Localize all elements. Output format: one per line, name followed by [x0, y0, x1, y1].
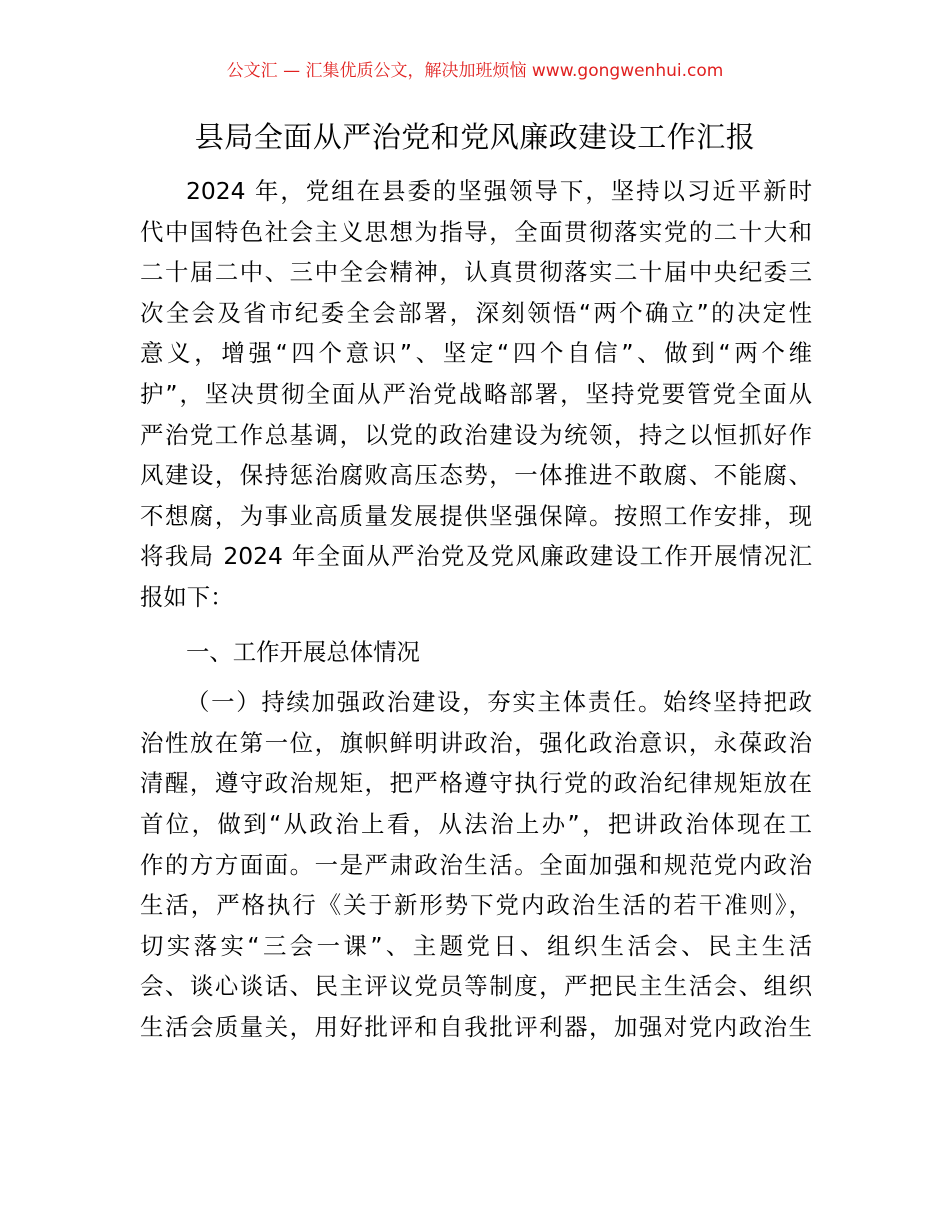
intro-line: 意义，增强“四个意识”、坚定“四个自信”、做到“两个维 [140, 339, 812, 368]
subsection-line: （一）持续加强政治建设，夯实主体责任。始终坚持把政 [186, 688, 812, 717]
section-heading: 一、工作开展总体情况 [186, 637, 420, 666]
intro-line: 二十届二中、三中全会精神，认真贯彻落实二十届中央纪委三 [140, 258, 812, 287]
subsection-line: 切实落实“三会一课”、主题党日、组织生活会、民主生活 [140, 931, 812, 960]
document-body [140, 171, 812, 1047]
subsection-line: 会、谈心谈话、民主评议党员等制度，严把民主生活会、组织 [140, 972, 812, 1001]
intro-line: 风建设，保持惩治腐败高压态势，一体推进不敢腐、不能腐、 [140, 461, 812, 490]
intro-line: 代中国特色社会主义思想为指导，全面贯彻落实党的二十大和 [140, 217, 812, 246]
header-banner: 公文汇 — 汇集优质公文，解决加班烦恼 www.gongwenhui.com [226, 61, 724, 81]
intro-line: 报如下： [140, 582, 234, 611]
intro-line: 严治党工作总基调，以党的政治建设为统领，持之以恒抓好作 [140, 420, 812, 449]
intro-line: 不想腐，为事业高质量发展提供坚强保障。按照工作安排，现 [140, 501, 812, 530]
intro-line: 将我局 2024 年全面从严治党及党风廉政建设工作开展情况汇 [140, 542, 812, 571]
document-title: 县局全面从严治党和党风廉政建设工作汇报 [194, 120, 756, 154]
intro-line: 次全会及省市纪委全会部署，深刻领悟“两个确立”的决定性 [140, 298, 812, 327]
subsection-line: 生活会质量关，用好批评和自我批评利器，加强对党内政治生 [140, 1012, 812, 1041]
intro-line: 2024 年，党组在县委的坚强领导下，坚持以习近平新时 [186, 177, 812, 205]
subsection-line: 生活，严格执行《关于新形势下党内政治生活的若干准则》， [140, 891, 812, 920]
intro-line: 护”，坚决贯彻全面从严治党战略部署，坚持党要管党全面从 [140, 379, 812, 408]
subsection-line: 首位，做到“从政治上看，从法治上办”，把讲政治体现在工 [140, 809, 812, 838]
subsection-line: 清醒，遵守政治规矩，把严格遵守执行党的政治纪律规矩放在 [140, 769, 812, 798]
subsection-line: 治性放在第一位，旗帜鲜明讲政治，强化政治意识，永葆政治 [140, 728, 812, 757]
subsection-line: 作的方方面面。一是严肃政治生活。全面加强和规范党内政治 [140, 850, 812, 879]
